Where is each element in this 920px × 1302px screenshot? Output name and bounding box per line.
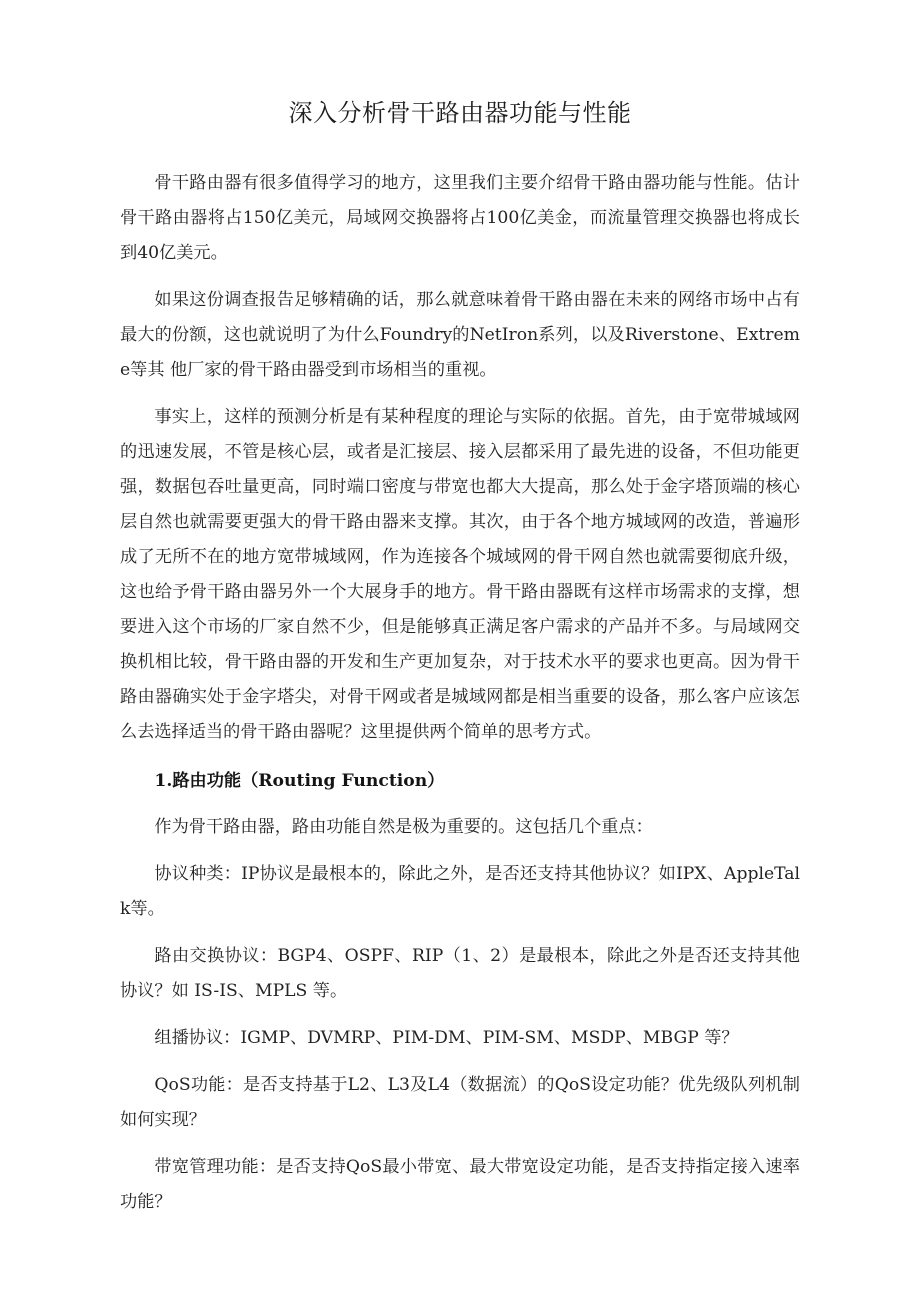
paragraph-8-qos-function: QoS功能：是否支持基于L2、L3及L4（数据流）的QoS设定功能？优先级队列机制如何实现？ xyxy=(120,1075,800,1130)
paragraph-2: 如果这份调查报告足够精确的话，那么就意味着骨干路由器在未来的网络市场中占有最大的份额，这也就说明了为什么Foundry的NetIron系列，以及Riverstone、Extreme等其 他厂家的骨干路由器受到市场相当的重视。 xyxy=(120,290,800,380)
page-title: 深入分析骨干路由器功能与性能 xyxy=(288,99,632,127)
paragraph-5-protocol-types: 协议种类：IP协议是最根本的，除此之外，是否还支持其他协议？如IPX、AppleTalk等。 xyxy=(120,864,800,919)
document-content xyxy=(120,0,800,1220)
paragraph-6-routing-exchange-protocols: 路由交换协议：BGP4、OSPF、RIP（1、2）是最根本，除此之外是否还支持其他协议？如 IS-IS、MPLS 等。 xyxy=(120,946,800,1001)
paragraph-1: 骨干路由器有很多值得学习的地方，这里我们主要介绍骨干路由器功能与性能。估计骨干路由器将占150亿美元，局域网交换器将占100亿美金，而流量管理交换器也将成长到40亿美元。 xyxy=(120,173,800,263)
section-heading-routing-function: 1.路由功能（Routing Function） xyxy=(154,771,445,791)
paragraph-3: 事实上，这样的预测分析是有某种程度的理论与实际的依据。首先，由于宽带城域网的迅速发展，不管是核心层，或者是汇接层、接入层都采用了最先进的设备，不但功能更强，数据包吞吐量更高，同时端口密度与带宽也都大大提高，那么处于金字塔顶端的核心层自然也就需要更强大的骨干路由器来支撑。其次，由于各个地方城域网的改造，普遍形成了无所不在的地方宽带城域网，作为连接各个城域网的骨干网自然也就需要彻底升级，这也给予骨干路由器另外一个大展身手的地方。骨干路由器既有这样市场需求的支撑，想要进入这个市场的厂家自然不少，但是能够真正满足客户需求的产品并不多。与局域网交换机相比较，骨干路由器的开发和生产更加复杂，对于技术水平的要求也更高。因为骨干路由器确实处于金字塔尖，对骨干网或者是城域网都是相当重要的设备，那么客户应该怎么去选择适当的骨干路由器呢？这里提供两个简单的思考方式。 xyxy=(120,407,800,742)
paragraph-7-multicast-protocols: 组播协议：IGMP、DVMRP、PIM-DM、PIM-SM、MSDP、MBGP 等？ xyxy=(154,1028,739,1048)
paragraph-9-bandwidth-management: 带宽管理功能：是否支持QoS最小带宽、最大带宽设定功能，是否支持指定接入速率功能？ xyxy=(120,1157,800,1212)
paragraph-4: 作为骨干路由器，路由功能自然是极为重要的。这包括几个重点： xyxy=(154,817,653,837)
